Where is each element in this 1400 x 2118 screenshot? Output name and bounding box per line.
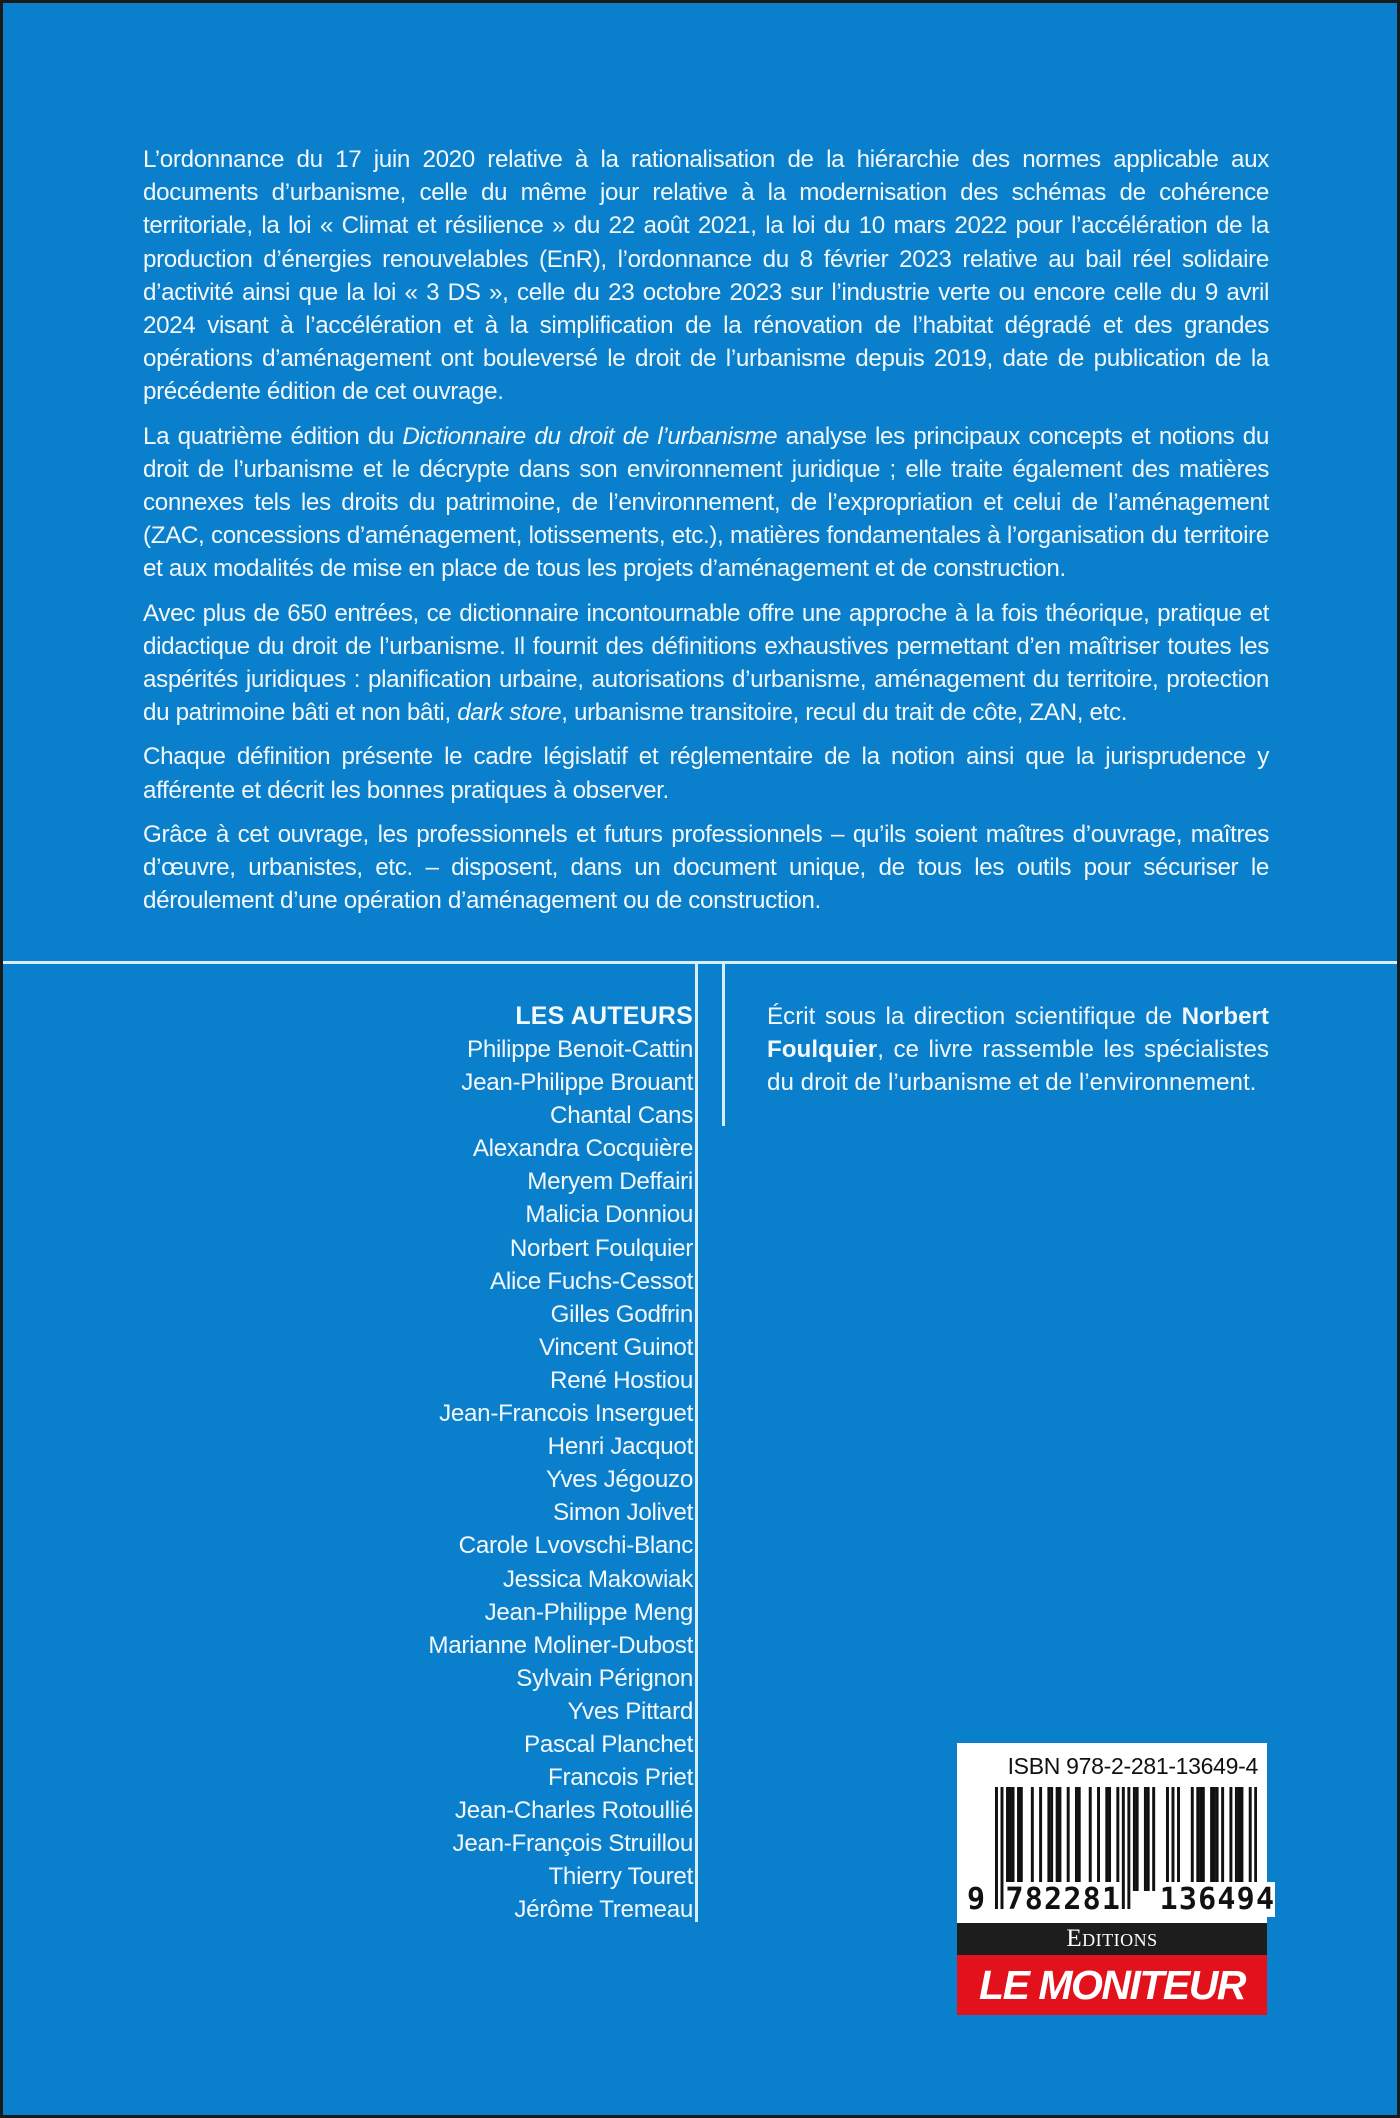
barcode-bar [1017,1787,1020,1891]
barcode-bar [1177,1787,1180,1891]
authors-section [428,999,693,1927]
author-name: Marianne Moliner-Dubost [428,1631,693,1659]
director-name: Norbert Foulquier [767,1003,1269,1064]
vertical-divider-left [695,962,698,1922]
author-name: Sylvain Pérignon [516,1664,693,1692]
blurb-p2-after: analyse les principaux concepts et notions du droit de l’urbanisme et le décrypte dans son environnement juridique ; elle traite également des matières connexes tels les droits du patrimoine, de l’environnement, de l’expropriation et celui de l’aménagement (ZAC, concessions d’aménagement, lotissements, etc.), matières fondamentales à l’organisation du territoire et aux modalités de mise en place de tous les projets d’aménagement et de construction. [143,422,1269,583]
author-name: Jean-Charles Rotoullié [454,1797,693,1825]
author-name: Thierry Touret [548,1863,693,1891]
ean-lead-digit: 9 [967,1882,987,1917]
authors-list [428,1033,693,1927]
blurb-paragraph-3 [143,597,1269,730]
barcode-bar [1050,1787,1053,1891]
author-name: Jean-Philippe Brouant [461,1069,693,1097]
barcode-bar [1006,1787,1009,1891]
cover-blurb [143,143,1269,928]
author-name: Henri Jacquot [547,1433,693,1461]
author-name: Philippe Benoit-Cattin [466,1036,693,1063]
barcode-block [957,1743,1276,2015]
ean-left-group: 782281 [1005,1882,1122,1917]
barcode-bar [1210,1787,1213,1891]
author-name: Gilles Godfrin [550,1300,693,1328]
blurb-p3-before: Avec plus de 650 entrées, ce dictionnaire incontournable offre une approche à la fois théorique, pratique et didactique du droit de l’urbanisme. Il fournit des définitions exhaustives permettant d’en maîtriser toutes les aspérités juridiques : planification urbaine, autorisations d’urbanisme, aménagement du territoire, protection du patrimoine bâti et non bâti, [143,599,1269,727]
barcode-bar [1152,1787,1155,1891]
author-name: Jérôme Tremeau [514,1896,693,1924]
barcode-bar [1229,1787,1232,1891]
barcode-bar [1136,1787,1139,1891]
author-name: Pascal Planchet [524,1730,693,1758]
barcode-bar [1108,1787,1111,1891]
author-name: Norbert Foulquier [509,1234,693,1262]
blurb-paragraph-5: Grâce à cet ouvrage, les professionnels et futurs professionnels – qu’ils soient maîtres d’ouvrage, maîtres d’œuvre, urbanistes, etc. – disposent, dans un document unique, de tous les outils pour sécuriser le déroulement d’une opération d’aménagement ou de construction. [143,820,1269,915]
barcode-bar [1235,1787,1238,1891]
barcode-bar [1191,1787,1194,1891]
barcode-bar [1075,1787,1078,1891]
barcode-bar [1105,1787,1108,1891]
barcode-bar [1078,1787,1081,1891]
barcode-bar [1047,1787,1050,1891]
blurb-p2-before: La quatrième édition du [143,422,403,450]
barcode-bar [1056,1787,1059,1891]
barcode-bar [1020,1787,1023,1891]
barcode-bar [1172,1787,1175,1891]
author-name: Meryem Deffairi [527,1168,693,1196]
barcode-bar [1089,1787,1092,1891]
barcode-bar [1147,1787,1150,1891]
author-name: Simon Jolivet [553,1499,693,1527]
blurb-p3-after: , urbanisme transitoire, recul du trait de côte, ZAN, etc. [561,699,1128,727]
author-name: Yves Pittard [567,1697,693,1725]
barcode-bar [1133,1787,1136,1891]
barcode-bar [1202,1787,1205,1891]
dark-store-italic: dark store [457,699,562,727]
director-before: Écrit sous la direction scientifique de [767,1003,1182,1030]
barcode-bar [1116,1787,1119,1891]
author-name: Yves Jégouzo [545,1466,693,1494]
barcode-bar [1012,1787,1015,1891]
author-name: Carole Lvovschi-Blanc [458,1532,693,1560]
barcode-bar [1216,1787,1219,1891]
ean-right-group: 136494 [1159,1882,1276,1917]
barcode-bar [1144,1787,1147,1891]
ean-digits [967,1882,1276,1917]
barcode-bar [1097,1787,1100,1891]
barcode-bar [1166,1787,1169,1891]
barcode-bar [1199,1787,1202,1891]
barcode-bar [1221,1787,1224,1891]
author-name: Jean-Philippe Meng [484,1598,693,1626]
barcode-bar [1238,1787,1241,1891]
author-name: Jean-Francois Inserguet [439,1400,693,1428]
barcode-bar [1058,1787,1061,1891]
author-name: Alexandra Cocquière [472,1135,693,1163]
author-name: Francois Priet [548,1764,693,1792]
barcode-bar [1196,1787,1199,1891]
author-name: Jean-François Struillou [452,1830,693,1858]
author-name: Malicia Donniou [525,1201,693,1229]
blurb-paragraph-1: L’ordonnance du 17 juin 2020 relative à la rationalisation de la hiérarchie des normes applicable aux documents d’urbanisme, celle du même jour relative à la modernisation des schémas de cohérence territoriale, la loi « Climat et résilience » du 22 août 2021, la loi du 10 mars 2022 pour l’accélération de la production d’énergies renouvelables (EnR), l’ordonnance du 8 février 2023 relative au bail réel solidaire d’activité ainsi que la loi « 3 DS », celle du 23 octobre 2023 sur l’industrie verte ou encore celle du 9 avril 2024 visant à l’accélération et à la simplification de la rénovation de l’habitat dégradé et des grandes opérations d’aménagement ont bouleversé le droit de l’urbanisme depuis 2019, date de publication de la précédente édition de cet ouvrage. [143,146,1269,406]
back-cover [3,3,1397,2115]
horizontal-divider [3,961,1397,964]
barcode-bar [1031,1787,1034,1891]
book-title-italic: Dictionnaire du droit de l’urbanisme [402,422,778,450]
author-name: Alice Fuchs-Cessot [490,1267,693,1295]
isbn-label: ISBN 978-2-281-13649-4 [1007,1753,1258,1779]
barcode-bar [1009,1787,1012,1891]
vertical-divider-right [722,962,725,1126]
scientific-direction-note [767,1000,1269,1100]
director-after: , ce livre rassemble les spécialistes du droit de l’urbanisme et de l’environnement. [767,1036,1269,1097]
blurb-paragraph-2 [143,420,1269,586]
author-name: Chantal Cans [550,1102,693,1130]
barcode-bar [1213,1787,1216,1891]
authors-heading: LES AUTEURS [515,1002,693,1030]
author-name: Vincent Guinot [538,1333,693,1361]
publisher-editions-label: Editions [957,1923,1267,1955]
blurb-paragraph-4: Chaque définition présente le cadre législatif et réglementaire de la notion ainsi que la jurisprudence y afférente et décrit les bonnes pratiques à observer. [143,743,1269,804]
author-name: Jessica Makowiak [502,1565,693,1593]
barcode-bar [1240,1787,1243,1891]
barcode-bar [1067,1787,1070,1891]
barcode-bar [1039,1787,1042,1891]
publisher-logo: LE MONITEUR [957,1955,1267,2015]
author-name: René Hostiou [550,1366,693,1394]
